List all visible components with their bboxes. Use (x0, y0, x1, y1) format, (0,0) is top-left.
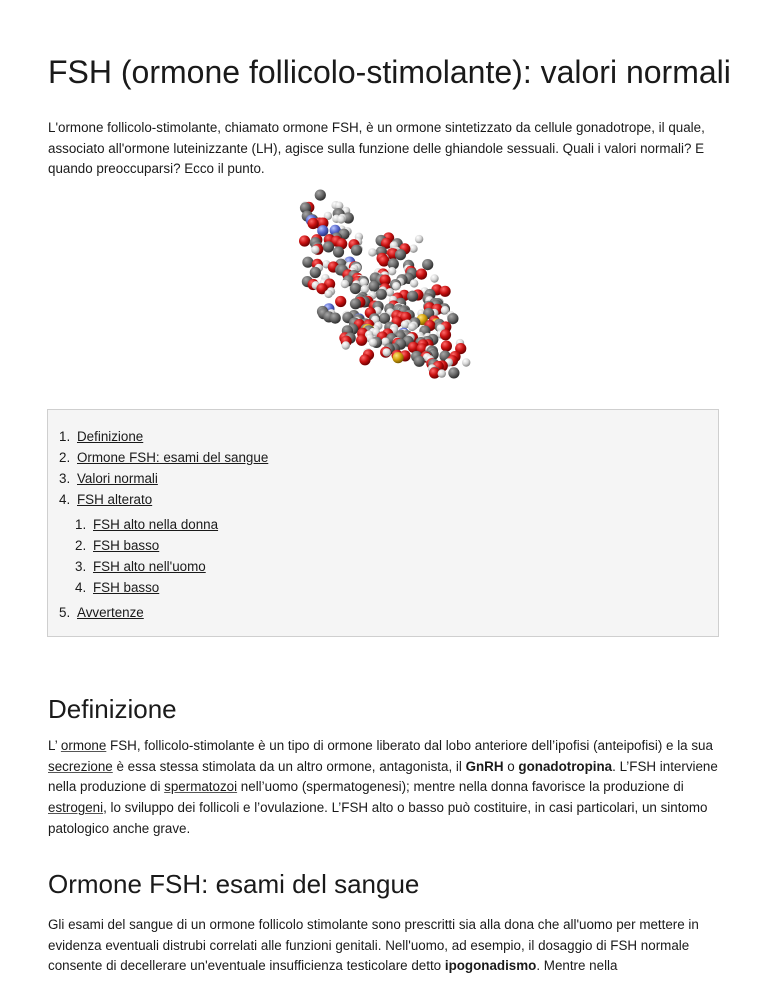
toc-subitem-fsh-basso-uomo[interactable]: 4. FSH basso (75, 580, 160, 595)
link-spermatozoi[interactable]: spermatozoi (164, 779, 238, 795)
table-of-contents (47, 409, 719, 637)
definizione-paragraph: L’ ormone FSH, follicolo-stimolante è un tipo di ormone liberato dal lobo anteriore dell’ipofisi (anteipofisi) e la sua secrezione è essa stessa stimolata da un altro ormone, antagonista, il GnRH o gonadotropina. L’FSH interviene nella produzione di spermatozoi nell’uomo (spermatogenesi); mentre nella donna favorisce la produzione di estrogeni, lo sviluppo dei follicoli e l’ovulazione. L’FSH alto o basso può costituire, in casi particolari, un sintomo patologico anche grave. (48, 738, 718, 836)
page-title: FSH (ormone follicolo-stimolante): valori normali (48, 54, 731, 90)
toc-link[interactable]: Avvertenze (77, 605, 144, 620)
toc-subitem-fsh-alto-uomo[interactable]: 3. FSH alto nell'uomo (75, 559, 206, 574)
toc-item-valori-normali[interactable]: 3. Valori normali (59, 471, 158, 486)
link-secrezione[interactable]: secrezione (48, 758, 113, 774)
toc-subitem-fsh-alto-donna[interactable]: 1. FSH alto nella donna (75, 517, 219, 532)
toc-item-avvertenze[interactable]: 5. Avvertenze (59, 605, 144, 620)
toc-item-definizione[interactable]: 1. Definizione (59, 429, 144, 444)
link-ormone[interactable]: ormone (60, 738, 107, 753)
toc-link[interactable]: Valori normali (77, 471, 158, 486)
fsh-molecule-image (270, 188, 500, 398)
toc-link[interactable]: FSH alto nella donna (93, 517, 219, 532)
link-estrogeni[interactable]: estrogeni (48, 800, 104, 816)
section-title-esami-sangue: Ormone FSH: esami del sangue (48, 869, 420, 899)
toc-item-fsh-alterato[interactable]: 4. FSH alterato (59, 492, 153, 507)
toc-link[interactable]: Ormone FSH: esami del sangue (77, 450, 269, 465)
toc-link[interactable]: FSH basso (93, 580, 160, 595)
esami-paragraph: Gli esami del sangue di un ormone follicolo stimolante sono prescritti sia alla dona che all'uomo per mettere in evidenza eventuali distrubi correlati alle funzioni genitali. Nell'uomo, ad esempio, il dosaggio di FSH normale consente di decellerare un'eventuale insufficienza testicolare detto ipogonadismo. Mentre nella (48, 917, 699, 974)
intro-paragraph: L'ormone follicolo-stimolante, chiamato ormone FSH, è un ormone sintetizzato da cellule gonadotrope, il quale, associato all'ormone luteinizzante (LH), agisce sulla funzione delle ghiandole sessuali. Quali i valori normali? E quando preoccuparsi? Ecco il punto. (48, 120, 705, 177)
toc-subitem-fsh-basso[interactable]: 2. FSH basso (75, 538, 160, 553)
toc-link[interactable]: FSH alto nell'uomo (93, 559, 206, 574)
toc-item-esami-sangue[interactable]: 2. Ormone FSH: esami del sangue (59, 450, 269, 465)
section-title-definizione: Definizione (48, 694, 177, 724)
toc-link[interactable]: FSH basso (93, 538, 160, 553)
toc-link[interactable]: FSH alterato (77, 492, 153, 507)
toc-link[interactable]: Definizione (77, 429, 144, 444)
